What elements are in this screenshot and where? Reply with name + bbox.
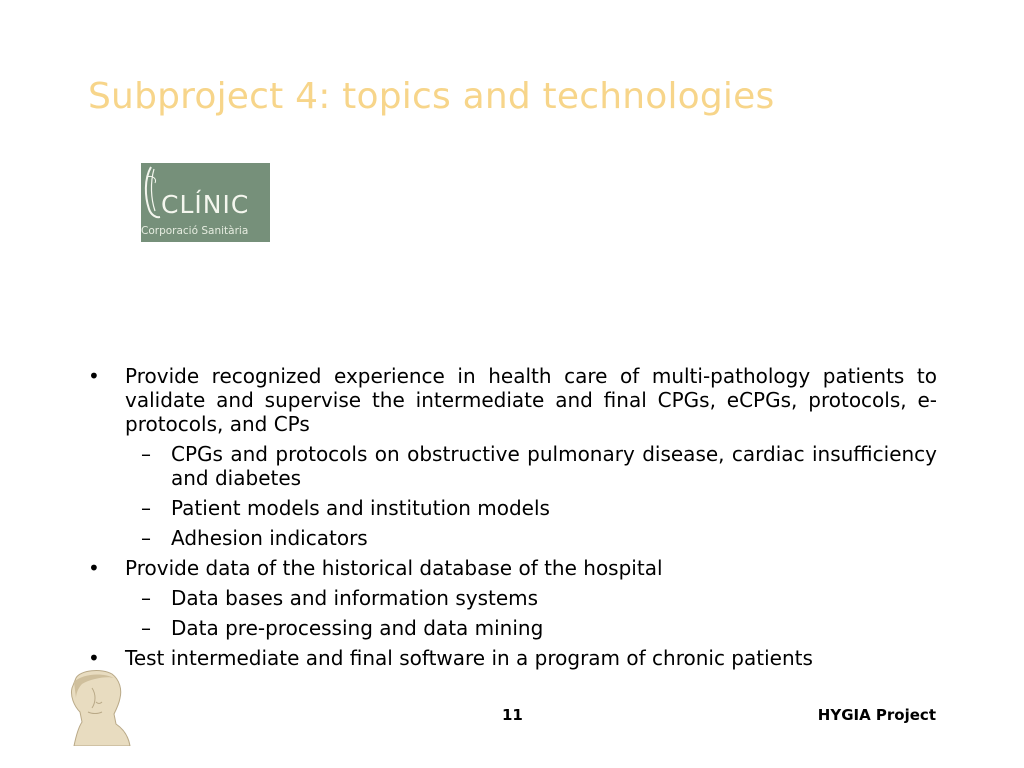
slide-title: Subproject 4: topics and technologies [88, 76, 775, 117]
sub-bullet-marker: – [141, 586, 151, 610]
bullet-list [88, 364, 937, 676]
sub-bullet-item [88, 496, 937, 520]
footer-project-name: HYGIA Project [817, 706, 936, 724]
sub-bullet-marker: – [141, 496, 151, 520]
sub-bullet-text: Data bases and information systems [171, 586, 539, 610]
sub-bullet-item [88, 586, 937, 610]
sub-bullet-marker: – [141, 442, 151, 466]
bullet-item [88, 364, 937, 436]
sub-bullet-text: Data pre-processing and data mining [171, 616, 544, 640]
bullet-marker: • [88, 646, 100, 670]
bullet-item [88, 556, 937, 580]
bullet-text: Provide data of the historical database of the hospital [125, 556, 663, 580]
clinic-logo-subtitle: Corporació Sanitària [141, 225, 249, 237]
sub-bullet-marker: – [141, 616, 151, 640]
clinic-logo-name: CLÍNIC [161, 190, 250, 219]
hygieia-bust-image [62, 668, 132, 746]
sub-bullet-item [88, 616, 937, 640]
bullet-text: Test intermediate and final software in a program of chronic patients [125, 646, 813, 670]
clinic-logo [141, 163, 270, 242]
sub-bullet-item [88, 526, 937, 550]
sub-bullet-text: CPGs and protocols on obstructive pulmonary disease, cardiac insufficiency and diabetes [171, 442, 937, 490]
page-number: 11 [502, 706, 523, 724]
sub-bullet-text: Adhesion indicators [171, 526, 368, 550]
bullet-text: Provide recognized experience in health care of multi-pathology patients to validate and supervise the intermediate and final CPGs, eCPGs, protocols, e-protocols, and CPs [125, 364, 937, 436]
sub-bullet-item [88, 442, 937, 490]
bullet-marker: • [88, 556, 100, 580]
sub-bullet-text: Patient models and institution models [171, 496, 550, 520]
sub-bullet-marker: – [141, 526, 151, 550]
bullet-item [88, 646, 937, 670]
bullet-marker: • [88, 364, 100, 388]
